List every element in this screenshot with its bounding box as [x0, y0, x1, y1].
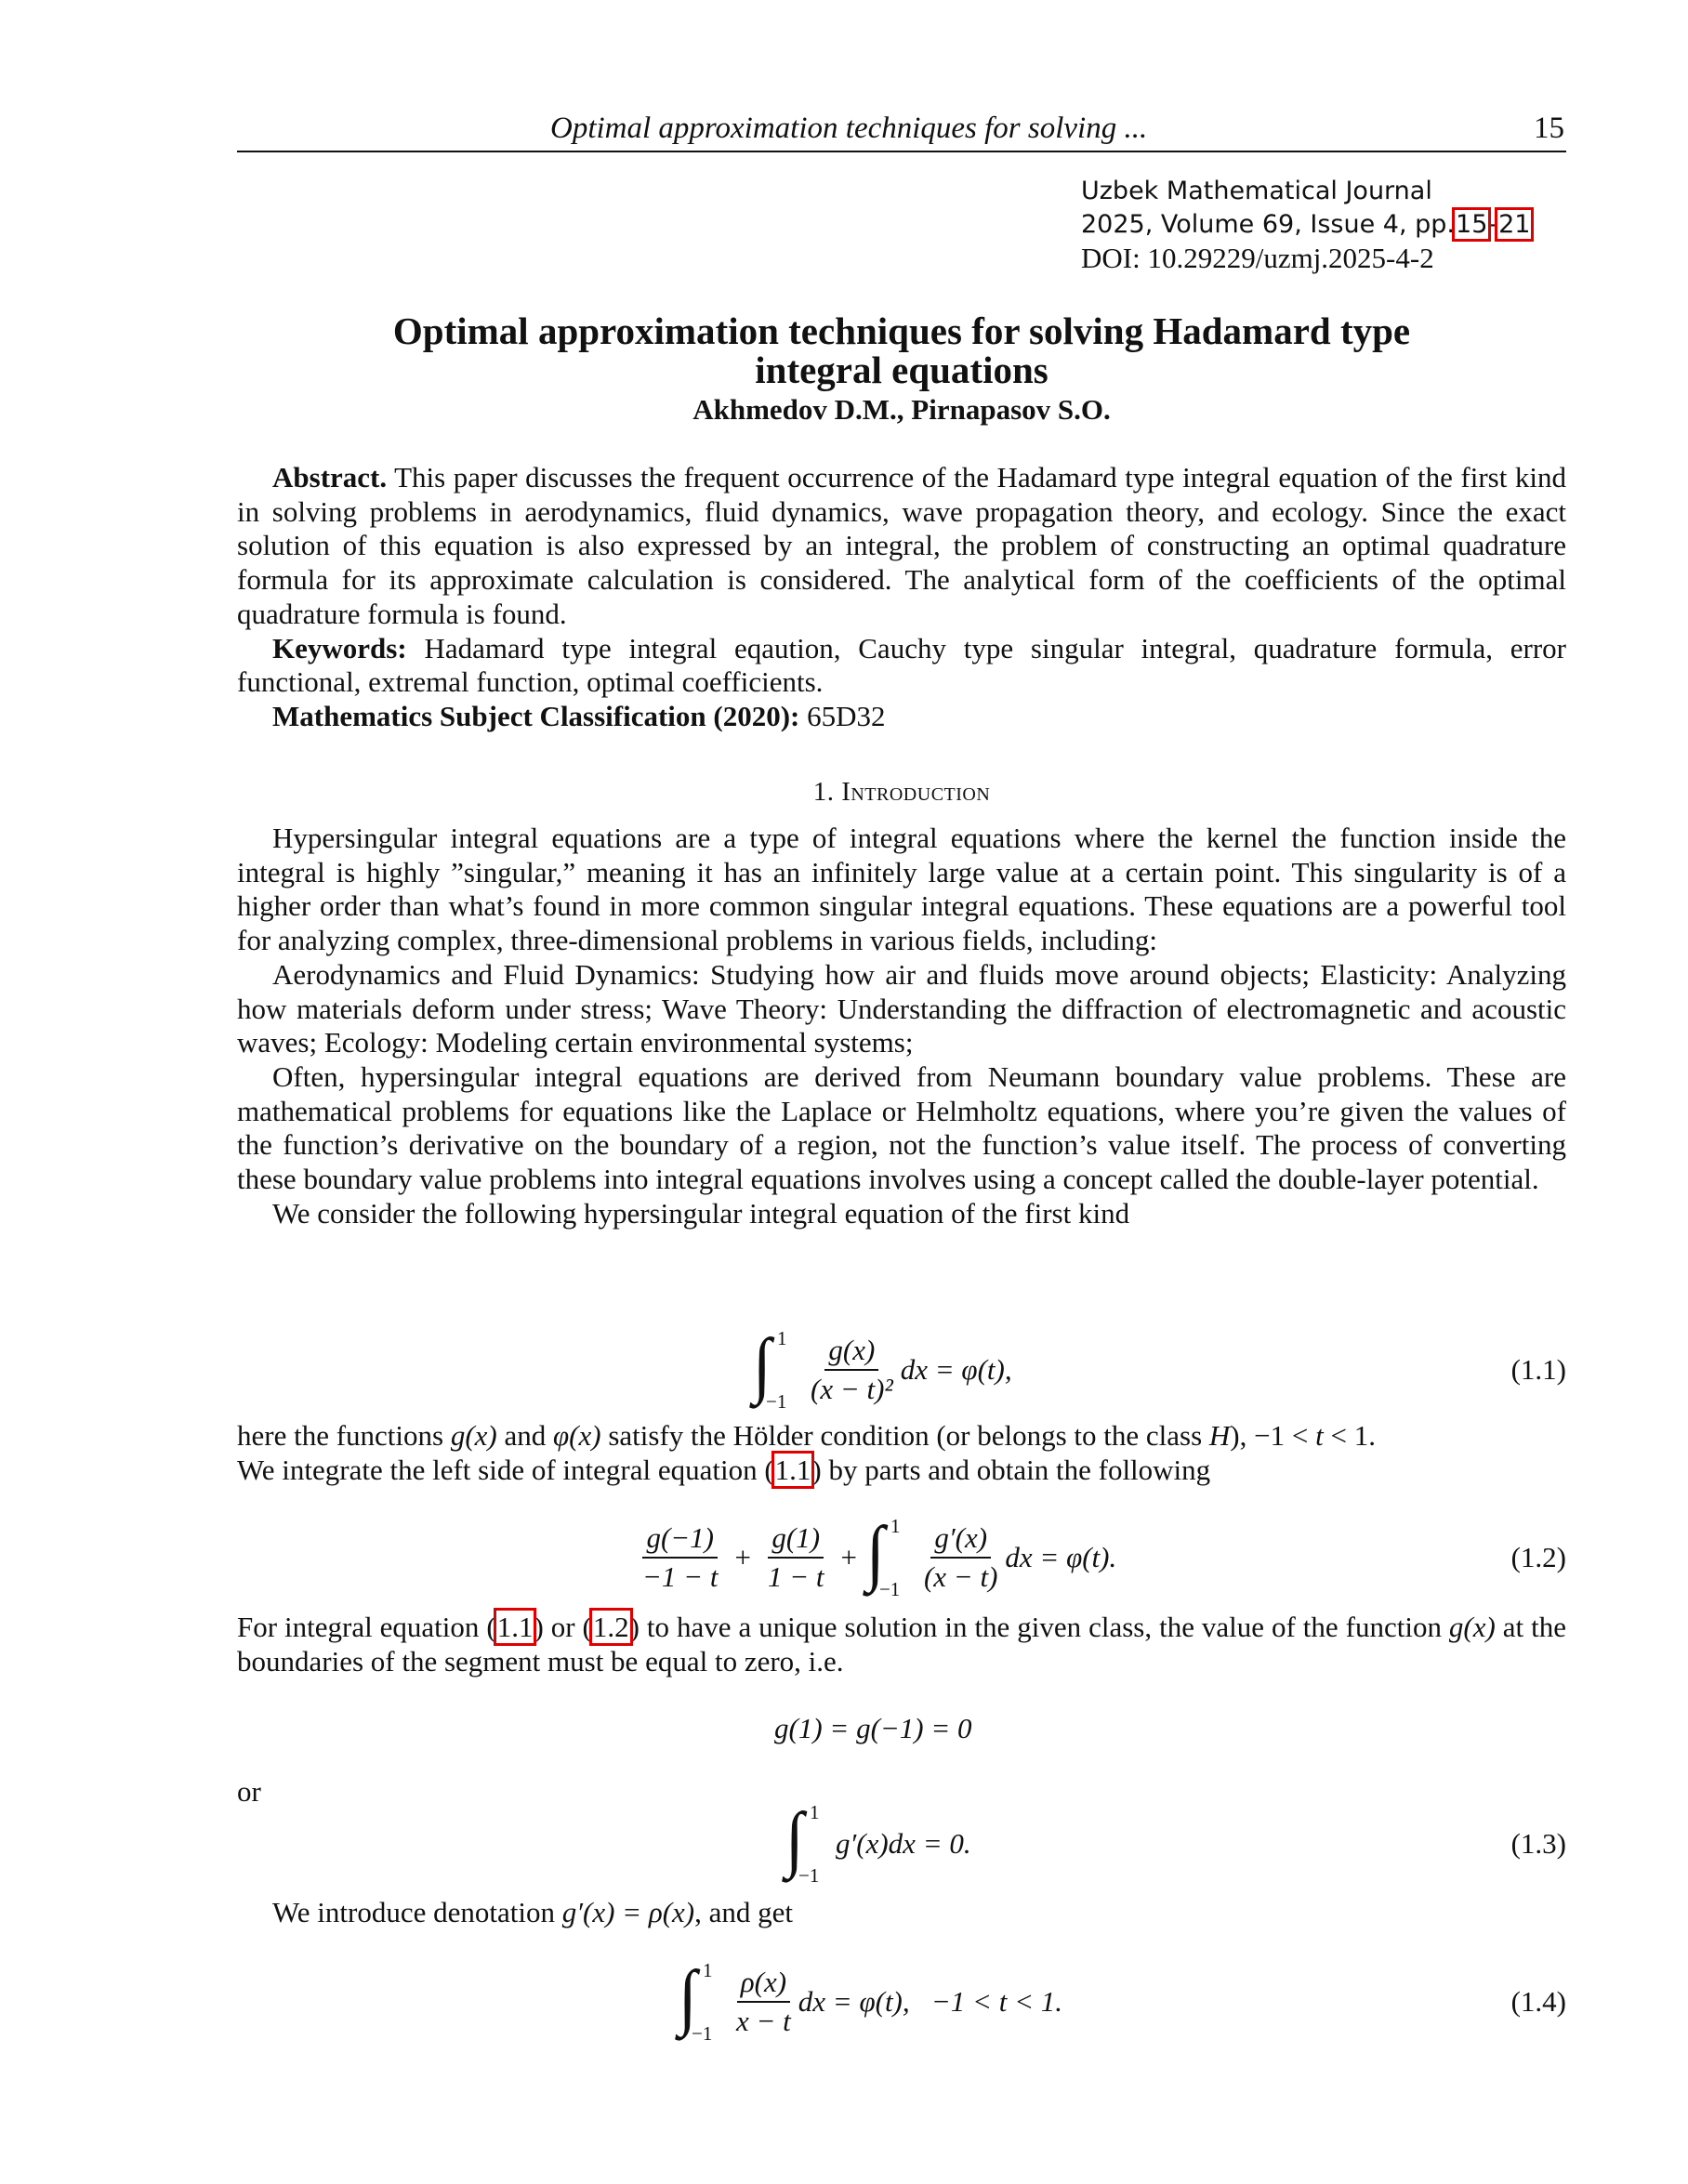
integral-sign: ∫ 1 −1 — [865, 1511, 901, 1600]
abstract-label: Abstract. — [272, 461, 388, 493]
running-header — [237, 110, 1566, 152]
integral-sign: ∫ 1 −1 — [753, 1323, 787, 1413]
paragraph: Hypersingular integral equations are a type of integral equations where the kernel the function inside the integral is highly ”singular,” meaning it has an infinitely large value at a certain point. This singularity is of a higher order than what’s found in more common singular integral equations. These equations are a powerful tool for analyzing complex, three-dimensional problems in various fields, including: — [237, 822, 1566, 957]
abstract-block — [237, 461, 1566, 734]
equation-1-3 — [237, 1797, 1566, 1888]
paragraph: here the functions g(x) and φ(x) satisfy the Hölder condition (or belongs to the class H), −1 < t < 1. — [237, 1419, 1376, 1452]
section-title: Introduction — [841, 777, 991, 807]
equation-rhs: dx = φ(t), — [900, 1353, 1012, 1386]
equation-ref-link[interactable]: 1.1 — [496, 1611, 534, 1643]
uniqueness-block — [237, 1611, 1566, 1678]
keywords-label: Keywords: — [272, 631, 407, 664]
msc-label: Mathematics Subject Classification (2020): — [272, 699, 800, 732]
paper-title — [237, 311, 1566, 389]
section-number: 1. — [812, 777, 835, 807]
journal-name: Uzbek Mathematical Journal — [1081, 177, 1432, 205]
equation-rhs: dx = φ(t), −1 < t < 1. — [798, 1985, 1063, 2018]
equation-1-2: $\frac{g(-1)}{-1 - t}$ + $\frac{g(1)}{1 - t}$ + ∫ 1 −1 $\frac{g'(x)}{(x - t)}$ dx = φ(t). (1.2) — [237, 1517, 1566, 1610]
intro-block — [237, 822, 1566, 1230]
paragraph: Often, hypersingular integral equations are derived from Neumann boundary value problems. These are mathematical problems for equations like the Laplace or Helmholtz equations, where you’re given the values of the function’s derivative on the boundary of a region, not the function’s value itself. The process of converting these boundary value problems into integral equations involves using a concept called the double-layer potential. — [237, 1059, 1566, 1196]
msc — [237, 700, 1566, 734]
integral-sign: ∫ 1 −1 — [679, 1955, 713, 2045]
paragraph: We consider the following hypersingular integral equation of the first kind — [272, 1196, 1130, 1230]
doi: DOI: 10.29229/uzmj.2025-4-2 — [1081, 242, 1434, 274]
paragraph: We introduce denotation g′(x) = ρ(x), and get — [272, 1896, 794, 1928]
equation-rhs: g′(x)dx = 0. — [836, 1827, 971, 1860]
equation-number: (1.3) — [1510, 1827, 1566, 1860]
equation-1-4 — [237, 1955, 1566, 2054]
journal-info — [1081, 175, 1531, 275]
running-title: Optimal approximation techniques for solving ... — [550, 112, 1148, 145]
msc-code: 65D32 — [807, 699, 886, 732]
equation-1-1 — [237, 1323, 1566, 1422]
title-line-1: Optimal approximation techniques for solving Hadamard type — [392, 309, 1411, 352]
equation-ref-link[interactable]: 1.1 — [774, 1453, 811, 1486]
page-start-link[interactable]: 15 — [1456, 210, 1488, 239]
or-text: or — [237, 1775, 261, 1808]
authors: Akhmedov D.M., Pirnapasov S.O. — [692, 393, 1111, 426]
equation-number: (1.2) — [1510, 1541, 1566, 1573]
equation-number: (1.4) — [1510, 1985, 1566, 2018]
title-line-2: integral equations — [755, 349, 1048, 391]
equation-rhs: dx = φ(t). — [1005, 1541, 1117, 1573]
abstract-text: This paper discusses the frequent occurrence of the Hadamard type integral equation of the first kind in solving problems in aerodynamics, fluid dynamics, wave propagation theory, and ecology. Since the exact solution of this equation is also expressed by an integral, the problem of constructing an optimal quadrature formula for its approximate calculation is considered. The analytical form of the coefficients of the optimal quadrature formula is found. — [237, 461, 1566, 630]
section-heading — [237, 777, 1566, 808]
integral-sign: ∫ 1 −1 — [785, 1797, 820, 1887]
fraction: $\frac{g(x)}{\text{(x − t)²}}$ — [811, 1334, 893, 1405]
fraction: $\frac{g(1)}{1 - t}$ — [767, 1521, 824, 1593]
equation-number: (1.1) — [1510, 1353, 1566, 1386]
equation-ref-link[interactable]: 1.2 — [592, 1611, 629, 1643]
paragraph: We integrate the left side of integral equation (1.1) by parts and obtain the following — [237, 1453, 1211, 1486]
fraction: $\frac{g'(x)}{(x - t)}$ — [923, 1521, 998, 1593]
holder-block — [237, 1419, 1566, 1487]
page-number: 15 — [1534, 112, 1564, 145]
issue-text: 2025, Volume 69, Issue 4, pp. — [1081, 210, 1456, 239]
paragraph: For integral equation (1.1) or (1.2) to have a unique solution in the given class, the value of the function g(x) at the boundaries of the segment must be equal to zero, i.e. — [237, 1611, 1566, 1677]
boundary-condition: g(1) = g(−1) = 0 — [774, 1712, 972, 1744]
keywords-text: Hadamard type integral eqaution, Cauchy type singular integral, quadrature formula, error functional, extremal function, optimal coefficients. — [237, 631, 1567, 699]
denotation-block — [237, 1896, 1566, 1930]
journal-issue — [1081, 208, 1531, 242]
fraction: $\frac{g(-1)}{-1 - t}$ — [642, 1521, 719, 1593]
fraction: $\frac{\rho(x)}{x - t}$ — [736, 1966, 791, 2037]
paragraph: Aerodynamics and Fluid Dynamics: Studying how air and fluids move around objects; Elasticity: Analyzing how materials deform under stress; Wave Theory: Understanding the diffraction of electromagnetic and acoustic waves; Ecology: Modeling certain environmental systems; — [237, 957, 1566, 1059]
abstract — [237, 461, 1566, 632]
page-end-link[interactable]: 21 — [1498, 210, 1531, 239]
page-separator: - — [1488, 210, 1498, 239]
keywords — [237, 632, 1566, 700]
